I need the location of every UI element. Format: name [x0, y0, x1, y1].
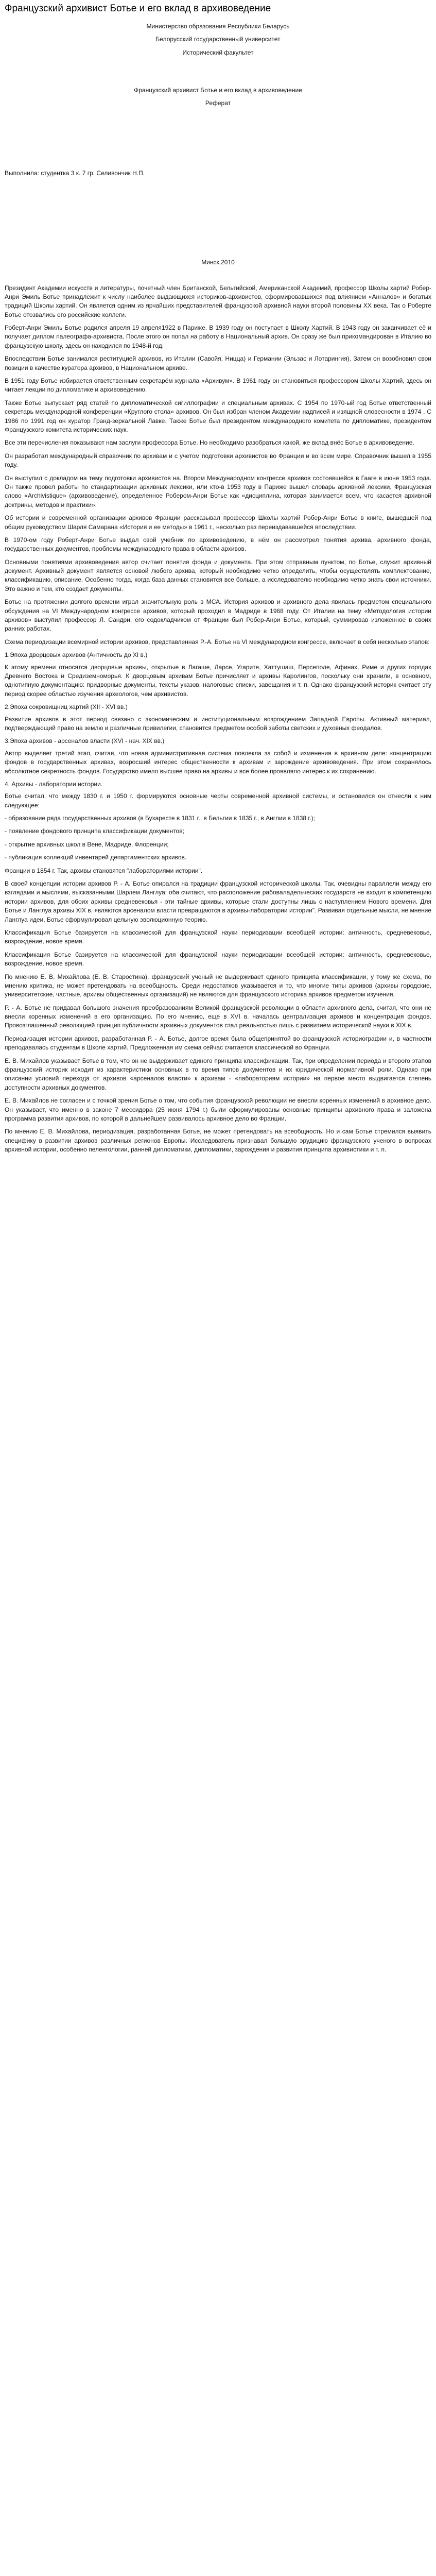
paragraph: К этому времени относятся дворцовые архивы, открытые в Лагаше, Ларсе, Угарите, Хаттушаш, Персеполе, Афинах, Риме и других городах Древнего Востока и Средиземноморья. К дворцовым архивам Ботье причисляет и архивы Каролингов, поскольку они хранили, в основном, однотипную документацию: придворные документы, тексты указов, налоговые списки, завещания и т. п. Однако французский историк считает эту период скорее областью изучения археологов, чем архивистов.: [5, 663, 431, 698]
paragraph: В своей концепции истории архивов Р. - А. Ботье опирался на традиции французской исторической школы. Так, очевидны параллели между его взглядами и мыслями, высказанными Шарлем Ланглуа: оба считают, что расположение рабоваладельческих государств не входит в компетенцию истории архивов, для обоих архивы средневековья - эти тайные архивы, которые стали доступны лишь с наступлением Нового времени. Для Ботье и Ланглуа архивы XIX в. являются арсеналом власти превращаются в архивы-лаборатории истории". Развивая отдельные мысли, не мнение Ланглуа идеи, Ботье сформулировал цельную эволюционную теорию.: [5, 880, 431, 923]
work-type: Реферат: [205, 99, 231, 107]
paragraph: Классификация Ботье базируется на классической для французской науки периодизации всеобщей истории: античность, средневековье, возрождение, новое время.: [5, 951, 431, 968]
paragraph: Франции в 1854 г. Так, архивы становятся "лабораториями истории".: [5, 867, 203, 874]
work-title: Французский архивист Ботье и его вклад в архивоведение: [134, 86, 302, 94]
paragraph: Об истории и современной организации архивов Франции рассказывал профессор Школы хартий Робер-Анри Ботье в книге, вышедшей под общим руководством Шарля Самарана «История и ее методы» в 1961 г., несколько раз переиздававшейся впоследствии.: [5, 514, 431, 531]
paragraph: Схема периодизации всемирной истории архивов, представленная Р.-А. Ботье на VI международном конгрессе, включает в себя несколько этапов:: [5, 638, 430, 646]
paragraph: Периодизация истории архивов, разработанная Р. - А. Ботье, долгое время была общепринятой во французской историографии и, в частности преподавалась студентам в Школе хартий. Предложенная им схема сейчас считается классической во Франции.: [5, 1035, 431, 1052]
paragraph: Президент Академии искусств и литературы, почетный член Британской, Бельгийской, Американской Академий, профессор Школы хартий Робер-Анри Эмиль Ботье принадлежит к числу наиболее выдающихся историков-архивистов, сформировавшихся под влиянием «Анналов» и богатых традиций Школы хартий. Он является одним из ярчайших представителей французской архивной науки второй половины XX века. Так о Роберте Ботье отозвались его российские коллеги.: [5, 284, 431, 318]
paragraph: Автор выделяет третий этап, считая, что новая административная система повлекла за собой и изменения в архивном деле: концентрацию фондов в государственных архивах, возросший интерес общественности к архивам и зарождение архивоведения. При этом сохранялось абсолютное секретность фондов. Государство имело высшее право на архивы и все более проявляло интерес к их сохранению.: [5, 749, 431, 775]
paragraph: Ботье считал, что между 1830 г. и 1950 г. формируются основные черты современной архивной системы, и остановился он отнесли к ним следующее:: [5, 792, 431, 809]
paragraph: - открытие архивных школ в Вене, Мадриде, Флоренции;: [5, 840, 169, 848]
section-heading: 4. Архивы - лаборатории истории.: [5, 780, 103, 788]
paragraph: Все эти перечисления показывают нам заслуги профессора Ботье. Но необходимо разобраться какой, же вклад внёс Ботье в архивоведение.: [5, 439, 414, 447]
paragraph: Основными понятиями архивоведения автор считает понятия фонда и документа. При этом отправным пунктом, по Ботье, служит архивный документ. Архивный документ является основой любого архива, который необходимо четко определить, чтобы осуществлять комплектование, классификацию, описание. Особенно тогда, когда база данных становится все больше, а исследователю необходимо четко знать свои источники. Это важно и тем, кто создает документы.: [5, 558, 431, 592]
paragraph: Е. В. Михайлов не согласен и с точкой зрения Ботье о том, что события французской революции не внесли коренных изменений в архивное дело. Он указывает, что именно в законе 7 мессидора (25 июня 1794 г.) были сформулированы основные принципы архивного права и заложена программа развития архивов, по которой в дальнейшем развивалось архивное дело во Франции.: [5, 1097, 431, 1122]
paragraph: Роберт-Анри Эмиль Ботье родился апреля 19 апреля1922 в Париже. В 1939 году он поступает в Школу Хартий. В 1943 году он заканчивает её и получает диплом палеографа-архивиста. После этого он попал на работу в Национальный архив. Он сразу же был прикомандирован в Италию во французскую школу, здесь он находился по 1948-й год.: [5, 324, 431, 349]
paragraph: Также Ботье выпускает ряд статей по дипломатической сигиллографии и специальным архивах. С 1954 по 1970-ый год Ботье ответственный секретарь международной конференции «Круглого стола» архивов. Он был избран членом Академии надписей и изящной словесности в 1974 . С 1986 по 1991 год он куратор Гранд-зеркальной Лавке. Также Ботье был президентом международного комитета по дипломатике, президентом Французского комитета исторических наук.: [5, 399, 431, 433]
paragraph: Он разработал международный справочник по архивам и с учетом подготовки архивистов во Франции и во всем мире. Справочник вышел в 1955 году.: [5, 452, 431, 469]
author-line: Выполнила: студентка 3 к. 7 гр. Селивончик Н.П.: [5, 169, 145, 177]
document-title: Французский архивист Ботье и его вклад в архивоведение: [5, 3, 271, 14]
paragraph: В 1970-ом году Роберт-Анри Ботье выдал свой учебник по архивоведению, в нём он рассмотрел понятия архива, архивного фонда, государственных документов, проблемы международного права в области архивов.: [5, 536, 431, 553]
paragraph: - публикация коллекций инвентарей департаментских архивов.: [5, 854, 187, 861]
paragraph: - появление фондового принципа классификации документов;: [5, 827, 184, 835]
title-page: [5, 22, 431, 284]
section-heading: 3.Эпоха архивов - арсеналов власти (XVI - нач. XIX вв.): [5, 737, 165, 745]
paragraph: В 1951 году Ботье избирается ответственным секретарём журнала «Архивум». В 1961 году он становиться профессором Школы Хартий, здесь он читает лекции по дипломатике и архивоведению.: [5, 377, 431, 394]
faculty-line: Исторический факультет: [182, 48, 254, 56]
ministry-line: Министерство образования Республики Беларусь: [146, 22, 290, 30]
paragraph: Е. В. Михайлов указывает Ботье в том, что он не выдерживает единого принципа классификации. Так, при определении периода и второго этапов французский историк исходит из характеристики основных в то время типов документов и их юридической нормативной роли. Однако при описании условий перехода от архивов «арсеналов власти» к архивам - «лабораториям истории» на первое место выдвигается степень доступности архивных документов.: [5, 1057, 431, 1091]
city-year: Минск,2010: [201, 259, 235, 266]
paragraph: - образование ряда государственных архивов (в Бухаресте в 1831 г., в Бельгии в 1835 г., в Англии в 1838 г.);: [5, 815, 315, 822]
university-line: Белорусский государственный университет: [155, 36, 281, 43]
paragraph: Ботье на протяжении долгого времени играл значительную роль в МСА. История архивов и архивного дела явилась предметом специального обсуждения на VI Международном конгрессе архивов, который проходил в Мадриде в 1968 году. От Италии на тему «Методология истории архивов» выступил профессор Л. Сандри, его содокладчиком от Франции был Робер-Анри Ботье, который, суммировав изложенное в своих ранних работах.: [5, 598, 431, 633]
section-heading: 1.Эпоха дворцовых архивов (Античность до XI в.): [5, 651, 148, 659]
document-body: [5, 284, 431, 1155]
paragraph: Классификация Ботье базируется на классической для французской науки периодизации всеобщей истории: античность, средневековье, возрождение, новое время.: [5, 928, 431, 945]
section-heading: 2.Эпоха сокровищниц хартий (XII - XVI вв.): [5, 703, 128, 711]
paragraph: Развитие архивов в этот период связано с экономическим и институциональным возрождением Западной Европы. Активный материал, подтверждающий право на землю и различные привилегии, становится предметом особой заботы светских и духовных феодалов.: [5, 715, 431, 732]
paragraph: Р. - А. Ботье не придавал большого значения преобразованиям Великой французской революции в области архивного дела, считая, что они не внесли коренных изменений в его организацию. По его мнению, еще в XVI в. началась централизация архивов и концентрация фондов. Провозглашенный революцией принцип публичности архивных документов стал реальностью лишь с развитием исторической науки в XIX в.: [5, 1004, 431, 1029]
paragraph: По мнению Е. В. Михайлова, периодизация, разработанная Ботье, не может претендовать на всеобщность. Но и сам Ботье стремился выявить специфику в развитии архивов различных регионов Европы. Исследователь признавал большую эрудицию французского ученого в вопросах архивной истории, особенно пеленгологии, ранней дипломатики, дипломатики, зарождения и развития принципа архивистики и т. п.: [5, 1128, 431, 1154]
paragraph: Впоследствии Ботье занимался реституцией архивов, из Италии (Савойя, Ницца) и Германии (Эльзас и Лотарингия). Затем он возобновил свои позиции в качестве куратора архивов, в Национальном архиве.: [5, 355, 431, 371]
paragraph: Он выступил с докладом на тему подготовки архивистов на. Втором Международном конгрессе архивов состоявшейся в Гааге в июне 1953 года. Он также провел работы по стандартизации архивных лексики, или кто-в 1953 году в Париже вышел словарь архивной лексики, Французская слово «Archivistique» (архивоведение), определенное Робером-Анри Ботье как «дисциплина, которая занимается всем, что касается архивной доктрины, методов и практики».: [5, 474, 431, 509]
paragraph: По мнению Е. В. Михайлова (Е. В. Старостина), французский ученый не выдерживает единого принципа классификации, у тому же схема, по мнению критика, не может претендовать на всеобщность. Среди недостатков указывается и то, что многие типы архивов (архивы городские, университетские, частные, архивы общественных организаций) не являются для французского историка архивов предметом изучения.: [5, 973, 431, 998]
